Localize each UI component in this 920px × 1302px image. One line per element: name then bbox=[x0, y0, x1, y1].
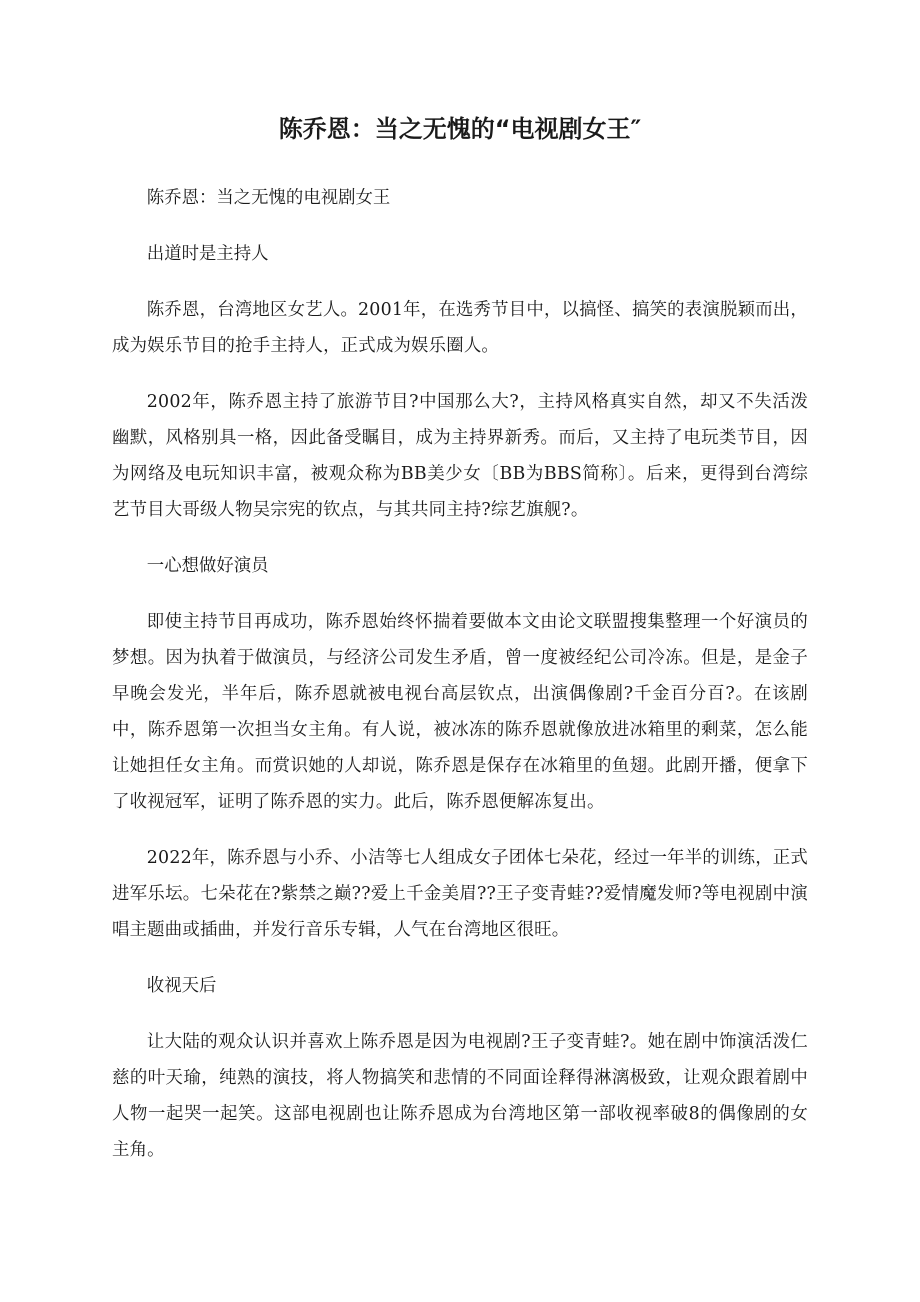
paragraph: 2022年，陈乔恩与小乔、小洁等七人组成女子团体七朵花，经过一年半的训练，正式进军乐坛。七朵花在?紫禁之巅??爱上千金美眉??王子变青蛙??爱情魔发师?等电视剧中演唱主题曲或插曲，并发行音乐专辑，人气在台湾地区很旺。 bbox=[112, 848, 808, 940]
section-heading: 收视天后 bbox=[146, 976, 217, 996]
section-heading: 一心想做好演员 bbox=[146, 556, 269, 576]
section-heading: 出道时是主持人 bbox=[146, 244, 269, 264]
paragraph: 2002年，陈乔恩主持了旅游节目?中国那么大?，主持风格真实自然，却又不失活泼幽默，风格别具一格，因此备受瞩目，成为主持界新秀。而后，又主持了电玩类节目，因为网络及电玩知识丰富，被观众称为BB美少女〔BB为BBS简称〕。后来，更得到台湾综艺节目大哥级人物吴宗宪的钦点，与其共同主持?综艺旗舰?。 bbox=[112, 392, 808, 520]
document-title: 陈乔恩：当之无愧的“电视剧女王″ bbox=[278, 115, 642, 143]
paragraph: 陈乔恩，台湾地区女艺人。2001年，在选秀节目中，以搞怪、搞笑的表演脱颖而出，成为娱乐节目的抢手主持人，正式成为娱乐圈人。 bbox=[112, 300, 808, 356]
subtitle-line: 陈乔恩：当之无愧的电视剧女王 bbox=[146, 188, 391, 208]
paragraph: 即使主持节目再成功，陈乔恩始终怀揣着要做本文由论文联盟搜集整理一个好演员的梦想。因为执着于做演员，与经济公司发生矛盾，曾一度被经纪公司冷冻。但是，是金子早晚会发光，半年后，陈乔恩就被电视台高层钦点，出演偶像剧?千金百分百?。在该剧中，陈乔恩第一次担当女主角。有人说，被冰冻的陈乔恩就像放进冰箱里的剩菜，怎么能让她担任女主角。而赏识她的人却说，陈乔恩是保存在冰箱里的鱼翅。此剧开播，便拿下了收视冠军，证明了陈乔恩的实力。此后，陈乔恩便解冻复出。 bbox=[112, 612, 808, 812]
paragraph: 让大陆的观众认识并喜欢上陈乔恩是因为电视剧?王子变青蛙?。她在剧中饰演活泼仁慈的叶天瑜，纯熟的演技，将人物搞笑和悲情的不同面诠释得淋漓极致，让观众跟着剧中人物一起哭一起笑。这部电视剧也让陈乔恩成为台湾地区第一部收视率破8的偶像剧的女主角。 bbox=[112, 1032, 808, 1160]
document-body bbox=[112, 180, 808, 1188]
